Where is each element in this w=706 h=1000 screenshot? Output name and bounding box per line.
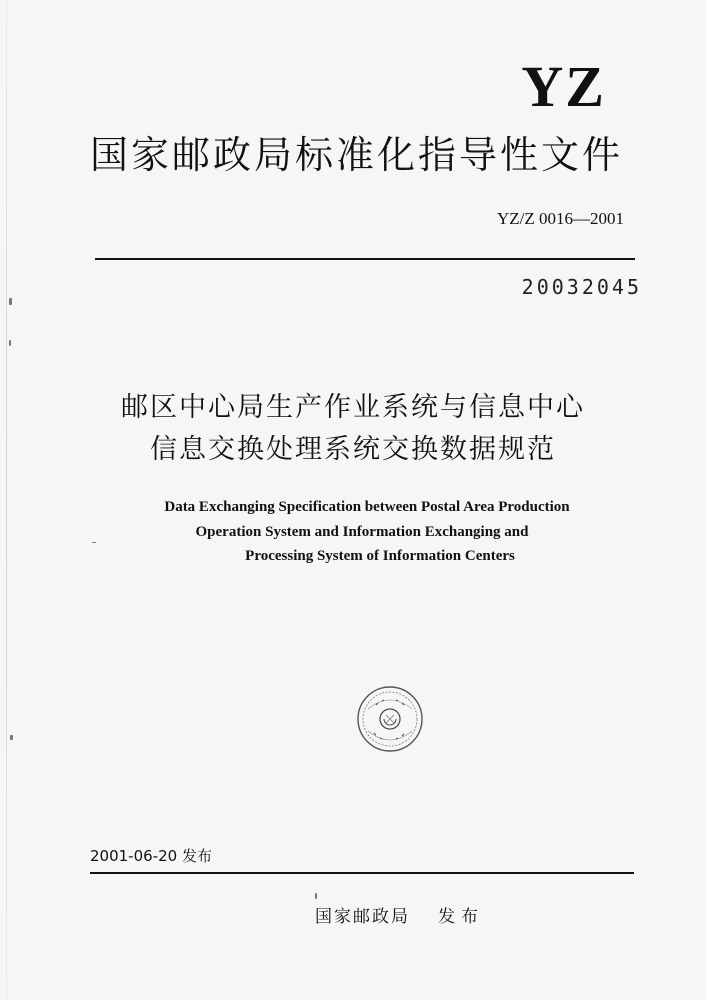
document-title-cn-line2: 信息交换处理系统交换数据规范 <box>150 434 556 465</box>
scan-speck <box>315 893 317 899</box>
publisher-name: 国家邮政局 <box>315 907 410 927</box>
library-seal-icon <box>356 685 424 753</box>
scan-speck <box>9 340 11 346</box>
scan-speck <box>92 542 96 543</box>
publish-action: 发布 <box>438 907 484 927</box>
document-title-en-line3: Processing System of Information Centers <box>245 548 515 564</box>
document-title-en-line2: Operation System and Information Exchanging and <box>195 524 529 540</box>
scan-speck <box>9 298 12 305</box>
publisher-line <box>315 909 484 926</box>
issue-date: 2001-06-20 发布 <box>90 847 212 865</box>
stamped-serial-number: 20032045 <box>521 275 642 299</box>
standard-number: YZ/Z 0016—2001 <box>496 209 624 228</box>
document-title-en-line1: Data Exchanging Specification between Postal Area Production <box>164 499 570 515</box>
header-divider <box>95 258 635 260</box>
scan-speck <box>10 735 13 740</box>
standard-brand-code: YZ <box>521 54 606 119</box>
organization-title: 国家邮政局标准化指导性文件 <box>90 133 624 177</box>
footer-divider <box>90 872 634 874</box>
document-title-cn-line1: 邮区中心局生产作业系统与信息中心 <box>121 392 585 423</box>
